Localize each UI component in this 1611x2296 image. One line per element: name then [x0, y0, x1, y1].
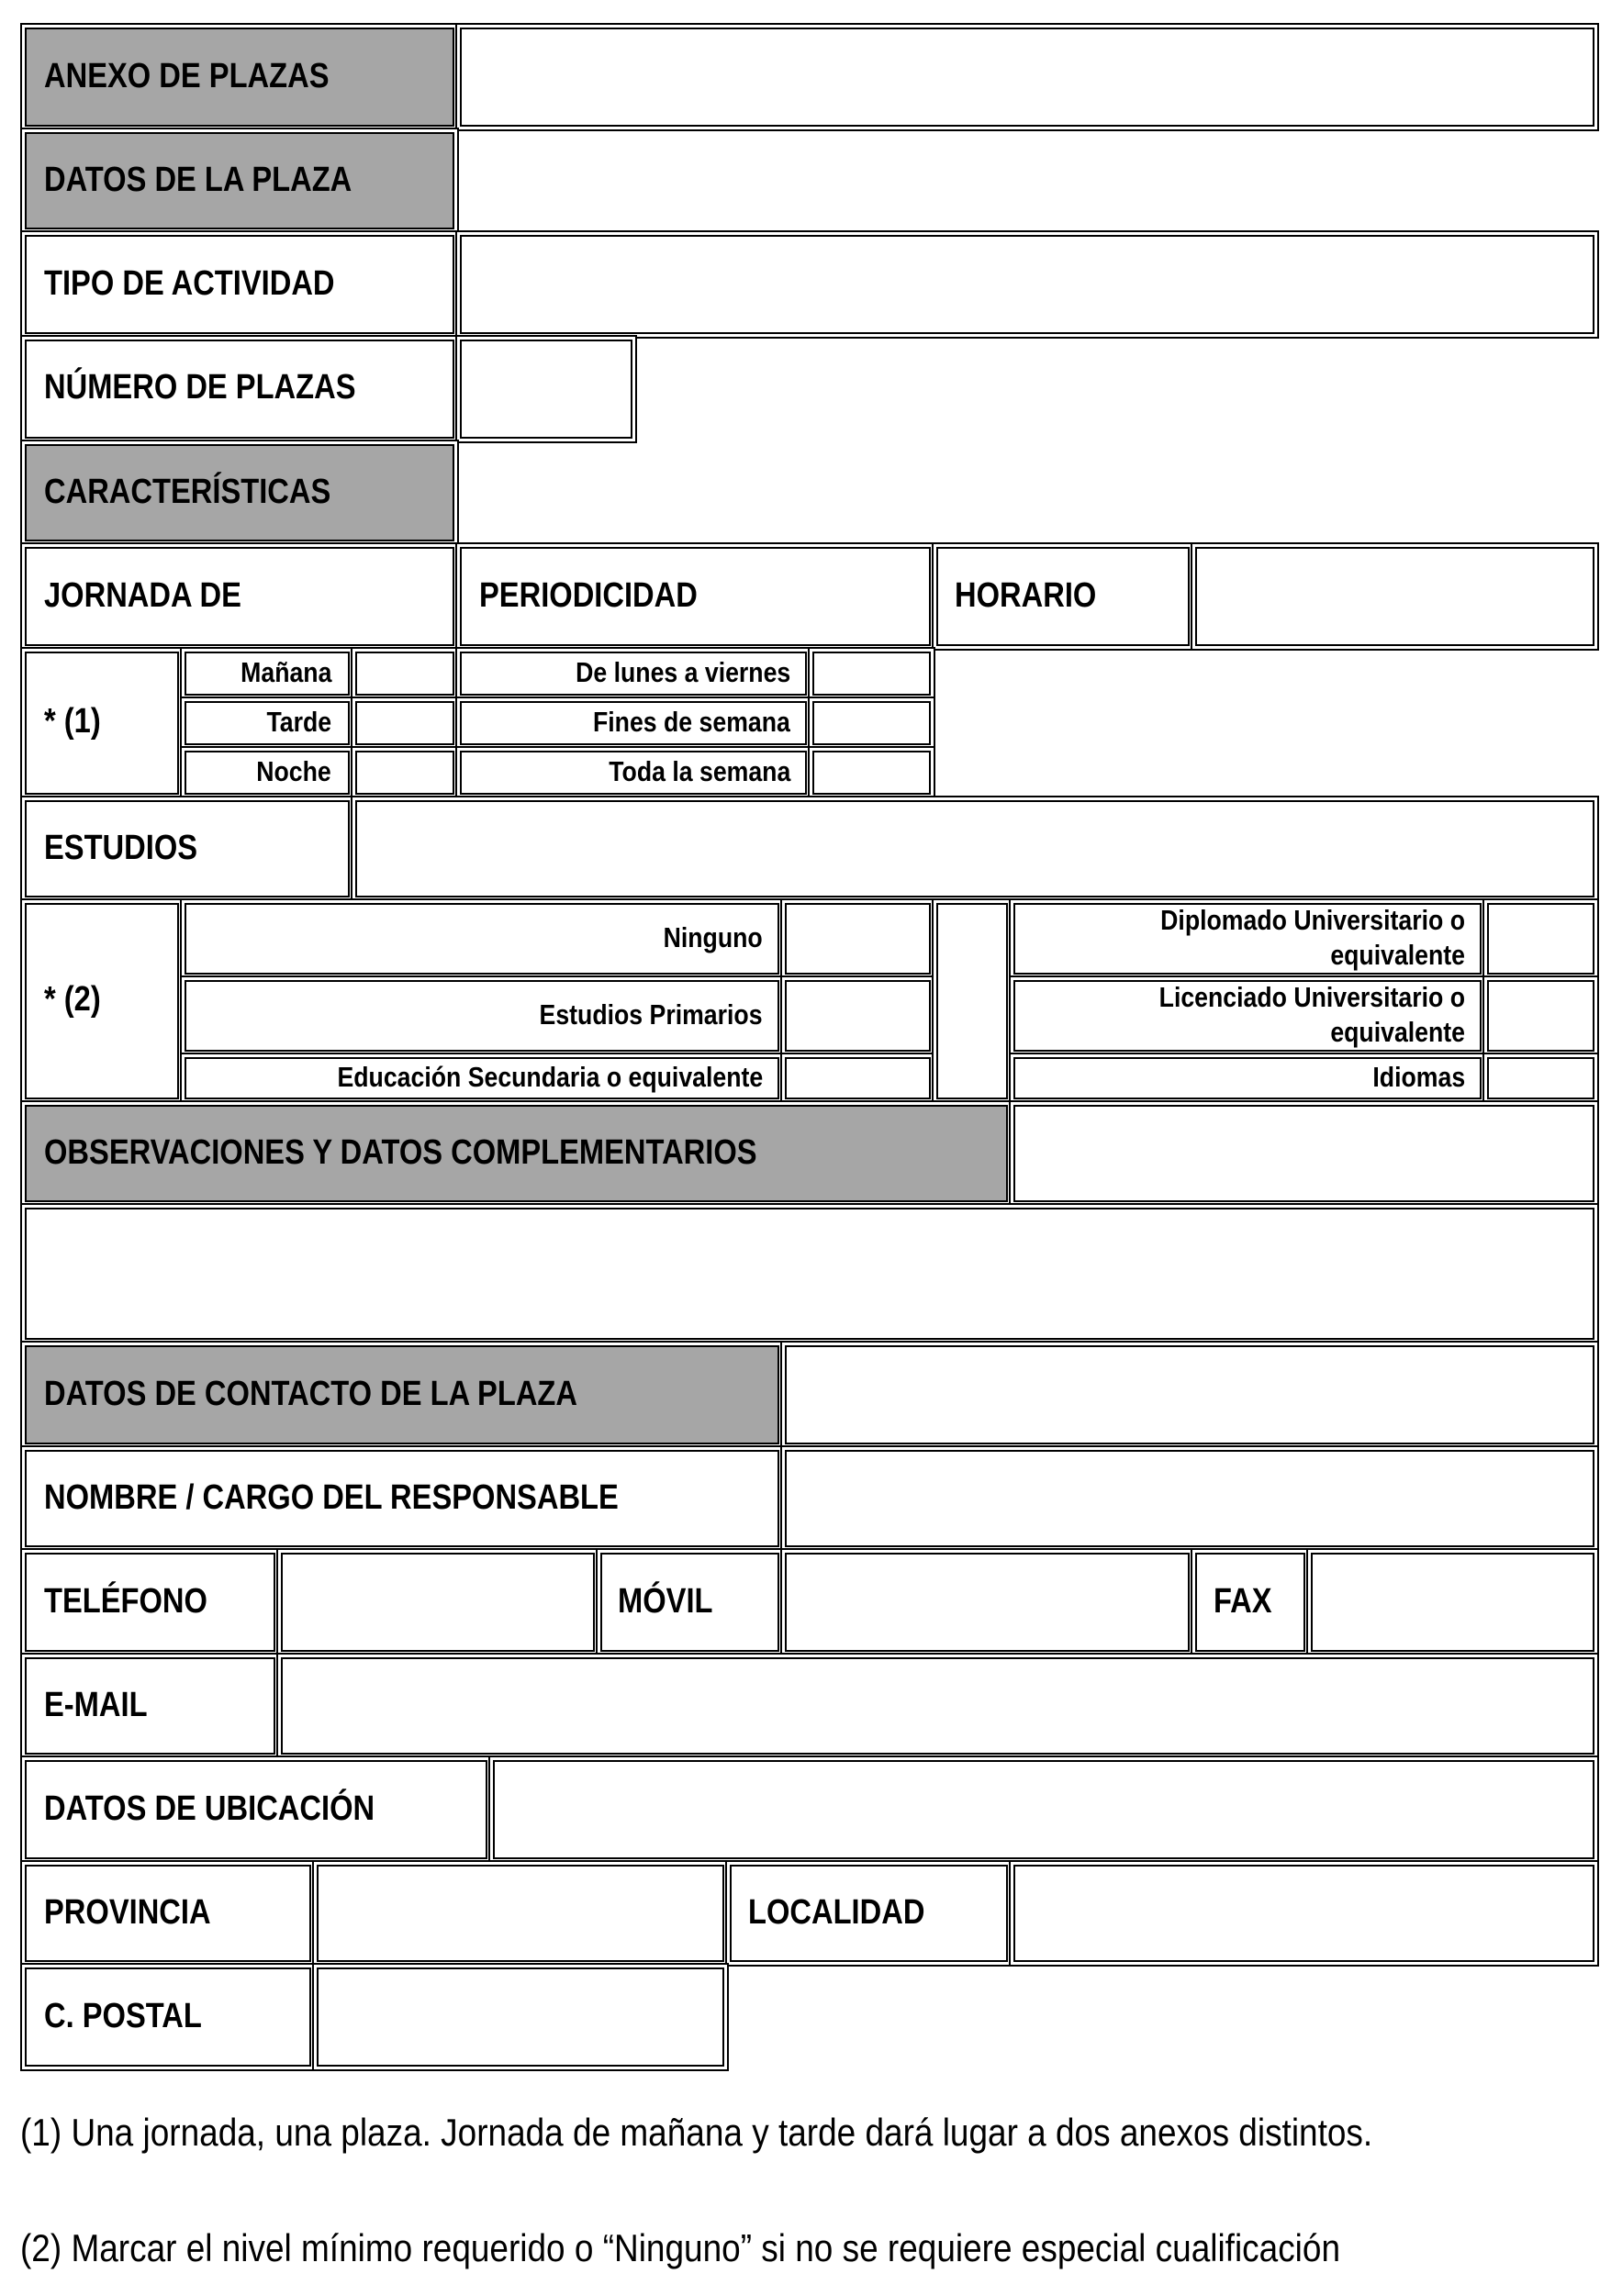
estudios-checkbox-primarios[interactable] [785, 980, 931, 1052]
observaciones-label: OBSERVACIONES Y DATOS COMPLEMENTARIOS [44, 1133, 757, 1172]
estudios-option-secundaria: Educación Secundaria o equivalente [337, 1061, 763, 1093]
movil-label: MÓVIL [618, 1582, 713, 1621]
jornada-checkbox-manana[interactable] [355, 652, 454, 696]
estudios-checkbox-diplomado[interactable] [1487, 903, 1594, 975]
periodicidad-checkbox-toda-semana[interactable] [812, 751, 931, 795]
observaciones-side-field[interactable] [1013, 1105, 1594, 1202]
email-label: E-MAIL [44, 1686, 148, 1724]
jornada-option-noche: Noche [256, 755, 331, 787]
caracteristicas-label: CARACTERÍSTICAS [44, 473, 331, 511]
footnote-2: (2) Marcar el nivel mínimo requerido o “Ninguno” si no se requiere especial cualificación [20, 2226, 1341, 2269]
estudios-spacer-cell [936, 903, 1008, 1099]
estudios-checkbox-licenciado[interactable] [1487, 980, 1594, 1052]
estudios-checkbox-ninguno[interactable] [785, 903, 931, 975]
responsable-label: NOMBRE / CARGO DEL RESPONSABLE [44, 1478, 619, 1517]
jornada-option-manana: Mañana [240, 656, 331, 688]
estudios-field[interactable] [355, 800, 1594, 897]
localidad-label: LOCALIDAD [748, 1893, 925, 1932]
cpostal-field[interactable] [317, 1967, 724, 2067]
provincia-label: PROVINCIA [44, 1893, 211, 1932]
note2-marker: * (2) [44, 980, 101, 1019]
anexo-plazas-label: ANEXO DE PLAZAS [44, 57, 330, 95]
ubicacion-field[interactable] [493, 1760, 1594, 1859]
periodicidad-checkbox-lunes-viernes[interactable] [812, 652, 931, 696]
localidad-field[interactable] [1013, 1865, 1594, 1962]
jornada-label: JORNADA DE [44, 576, 241, 615]
tipo-actividad-label: TIPO DE ACTIVIDAD [44, 264, 335, 303]
periodicidad-option-toda-semana: Toda la semana [608, 755, 790, 787]
estudios-option-ninguno: Ninguno [663, 921, 763, 953]
anexo-plazas-field[interactable] [460, 28, 1594, 127]
periodicidad-option-fines-semana: Fines de semana [593, 706, 790, 738]
horario-label: HORARIO [955, 576, 1097, 615]
horario-field[interactable] [1195, 547, 1594, 646]
tipo-actividad-field[interactable] [460, 235, 1594, 334]
datos-plaza-label: DATOS DE LA PLAZA [44, 161, 352, 199]
responsable-field[interactable] [785, 1450, 1594, 1547]
fax-label: FAX [1214, 1582, 1272, 1621]
telefono-label: TELÉFONO [44, 1582, 207, 1621]
estudios-option-licenciado: Licenciado Universitario o equivalente [1158, 981, 1465, 1048]
estudios-checkbox-secundaria[interactable] [785, 1057, 931, 1099]
provincia-field[interactable] [317, 1865, 724, 1962]
contacto-side-field[interactable] [785, 1345, 1594, 1444]
jornada-checkbox-tarde[interactable] [355, 701, 454, 745]
contacto-label: DATOS DE CONTACTO DE LA PLAZA [44, 1375, 577, 1413]
periodicidad-checkbox-fines-semana[interactable] [812, 701, 931, 745]
jornada-checkbox-noche[interactable] [355, 751, 454, 795]
telefono-field[interactable] [281, 1553, 595, 1652]
movil-field[interactable] [785, 1553, 1190, 1652]
note1-marker: * (1) [44, 702, 101, 741]
estudios-option-diplomado: Diplomado Universitario o equivalente [1160, 904, 1465, 971]
fax-field[interactable] [1311, 1553, 1594, 1652]
estudios-label: ESTUDIOS [44, 829, 198, 867]
jornada-option-tarde: Tarde [266, 706, 331, 738]
cpostal-label: C. POSTAL [44, 1997, 202, 2035]
email-field[interactable] [281, 1657, 1594, 1755]
periodicidad-option-lunes-viernes: De lunes a viernes [575, 656, 790, 688]
estudios-checkbox-idiomas[interactable] [1487, 1057, 1594, 1099]
numero-plazas-label: NÚMERO DE PLAZAS [44, 368, 356, 407]
ubicacion-label: DATOS DE UBICACIÓN [44, 1789, 375, 1828]
numero-plazas-field[interactable] [460, 340, 632, 439]
footnote-1: (1) Una jornada, una plaza. Jornada de mañana y tarde dará lugar a dos anexos distintos. [20, 2111, 1373, 2154]
periodicidad-label: PERIODICIDAD [479, 576, 698, 615]
observaciones-field[interactable] [25, 1208, 1594, 1340]
estudios-option-idiomas: Idiomas [1372, 1061, 1465, 1093]
estudios-option-primarios: Estudios Primarios [540, 998, 763, 1031]
